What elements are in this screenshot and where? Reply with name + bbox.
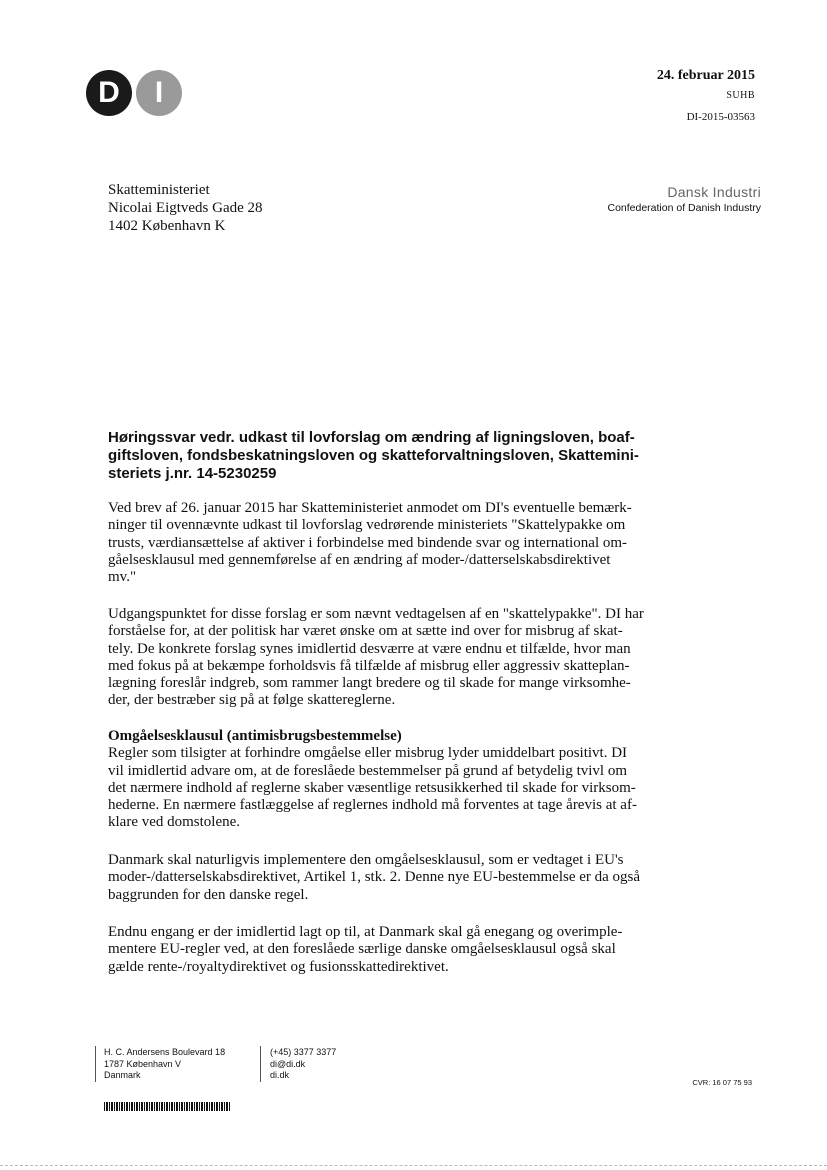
footer-contact [270,1047,336,1082]
organization-name-en: Confederation of Danish Industry [607,202,761,214]
paragraph-line: det nærmere indhold af reglerne skaber væsentlige retsusikkerhed til skade for virksom- [108,779,636,796]
paragraph-line: gælde rente-/royaltydirektivet og fusionsskattedirektivet. [108,958,449,975]
footer-address-line: 1787 København V [104,1058,182,1069]
letter-date: 24. februar 2015 [656,68,755,83]
footer-email: di@di.dk [270,1058,306,1069]
paragraph-line: baggrunden for den danske regel. [108,886,309,903]
paragraph-line: Endnu engang er der imidlertid lagt op til, at Danmark skal gå enegang og overimple- [108,924,623,940]
paragraph-line: forståelse for, at der politisk har været ønske om at sætte ind over for misbrug af skat- [108,623,623,640]
paragraph-line: lægning foreslår indgreb, som rammer langt bredere og til skade for mange virksomhe- [108,675,631,692]
footer-cvr: CVR: 16 07 75 93 [692,1078,752,1087]
logo-circle-i [136,70,182,116]
sender-initials: SUHB [726,90,755,101]
organization-name: Dansk Industri [667,184,761,200]
paragraph-line: med fokus på at bekæmpe forholdsvis få tilfælde af misbrug eller aggressiv skatteplan- [108,657,630,674]
section-heading: Omgåelsesklausul (antimisbrugsbestemmelse) [108,728,402,744]
subject-line: giftsloven, fondsbeskatningsloven og skatteforvaltningsloven, Skattemini- [108,447,639,464]
recipient-line: Skatteministeriet [108,182,210,198]
footer-address [104,1047,225,1082]
paragraph-line: Udgangspunktet for disse forslag er som nævnt vedtagelsen af en "skattelypakke". DI har [108,606,644,622]
footer-website: di.dk [270,1070,290,1080]
recipient-address [108,181,263,235]
body-paragraph [108,852,668,904]
barcode [104,1102,230,1111]
footer-divider [95,1046,96,1082]
scan-edge-line [0,1165,827,1166]
recipient-line: Nicolai Eigtveds Gade 28 [108,200,263,216]
recipient-line: 1402 København K [108,218,226,234]
paragraph-line: mv." [108,569,137,586]
paragraph-line: ninger til ovennævnte udkast til lovforslag vedrørende ministeriets "Skattelypakke om [108,517,626,534]
footer-address-line: Danmark [104,1070,141,1080]
logo-circle-d [86,70,132,116]
letter-subject [108,429,668,483]
subject-line: steriets j.nr. 14-5230259 [108,465,277,482]
body-paragraph [108,924,668,976]
body-section [108,728,668,832]
footer-divider [260,1046,261,1082]
paragraph-line: Danmark skal naturligvis implementere den omgåelsesklausul, som er vedtaget i EU's [108,852,624,868]
paragraph-line: gåelsesklausul med gennemførelse af en ændring af moder-/datterselskabsdirektivet [108,551,611,568]
body-paragraph [108,606,668,710]
paragraph-line: der, der bestræber sig på at følge skattereglerne. [108,692,396,709]
paragraph-line: vil imidlertid advare om, at de foreslåede bestemmelser på grund af betydelig tvivl om [108,762,628,779]
footer-address-line: H. C. Andersens Boulevard 18 [104,1047,226,1057]
logo-letter-i: I [154,76,164,109]
paragraph-line: mentere EU-regler ved, at den foreslåede særlige danske omgåelsesklausul også skal [108,941,616,958]
body-paragraph [108,500,668,586]
logo-letter-d: D [98,76,120,109]
paragraph-line: moder-/datterselskabsdirektivet, Artikel 1, stk. 2. Denne nye EU-bestemmelse er da også [108,869,641,886]
paragraph-line: trusts, værdiansættelse af aktiver i forbindelse med bindende svar og international om- [108,534,628,551]
subject-line: Høringssvar vedr. udkast til lovforslag om ændring af ligningsloven, boaf- [108,429,635,446]
paragraph-line: hederne. En nærmere fastlæggelse af reglernes indhold må forventes at tage årevis at af- [108,797,637,814]
paragraph-line: tely. De konkrete forslag synes imidlertid desværre at være endnu et tilfælde, hvor man [108,640,631,657]
footer-phone: (+45) 3377 3377 [270,1047,337,1057]
reference-number: DI-2015-03563 [686,111,755,123]
paragraph-line: klare ved domstolene. [108,814,241,831]
paragraph-line: Regler som tilsigter at forhindre omgåelse eller misbrug lyder umiddelbart positivt. DI [108,745,628,762]
paragraph-line: Ved brev af 26. januar 2015 har Skatteministeriet anmodet om DI's eventuelle bemærk- [108,500,632,516]
di-logo [86,70,186,118]
